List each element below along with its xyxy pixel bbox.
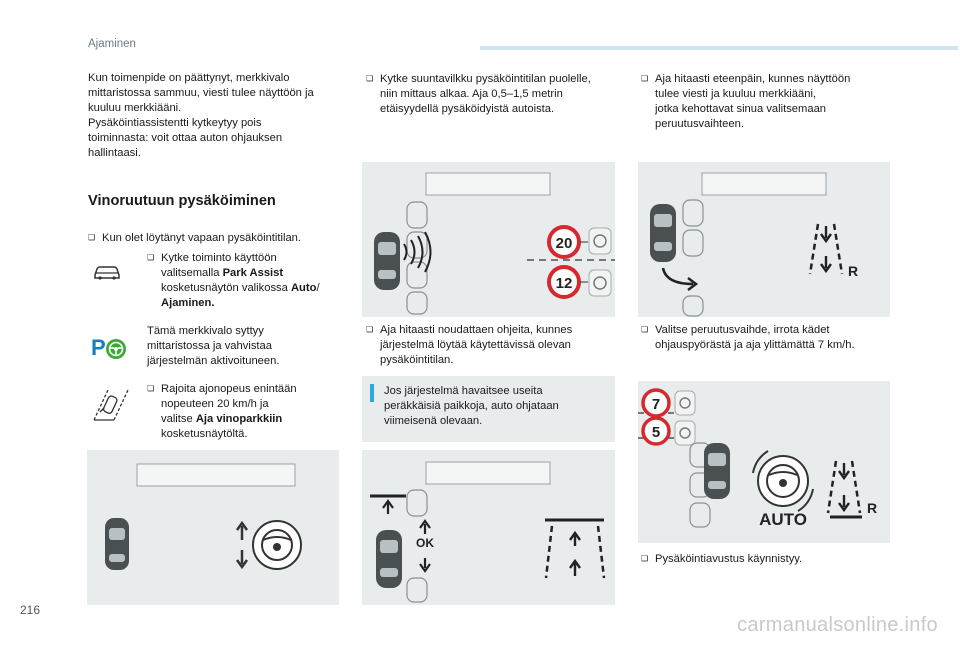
car-icon — [704, 443, 730, 499]
step-text: ohjauspyörästä ja aja ylittämättä 7 km/h. — [655, 339, 855, 351]
page-number: 216 — [20, 603, 41, 617]
step-drive-slowly — [366, 322, 616, 368]
step-assist-starts — [641, 551, 891, 567]
park-assist-label: Park Assist — [222, 267, 284, 279]
step-text: jotka kehottavat sinua valitsemaan — [655, 103, 827, 115]
step-select-reverse — [641, 322, 891, 353]
step-activate — [147, 250, 347, 311]
speed-low-value: 5 — [651, 424, 661, 441]
step-text: pysäköintitilan. — [380, 354, 454, 366]
illustration-measuring — [362, 162, 615, 317]
park-assist-lamp-icon — [91, 333, 129, 361]
bullet-icon: ❏ — [147, 384, 155, 393]
step-text: Pysäköintiavustus käynnistyy. — [655, 553, 803, 565]
reverse-label: R — [848, 263, 859, 279]
bullet-icon: ❏ — [366, 74, 374, 83]
step-text: Kytke suuntavilkku pysäköintitilan puolelle, — [380, 73, 591, 85]
bullet-icon: ❏ — [147, 253, 155, 262]
illustration-select-reverse — [638, 162, 890, 317]
bullet-icon: ❏ — [641, 325, 649, 334]
note-text: peräkkäisiä paikkoja, auto ohjataan — [384, 400, 559, 412]
bullet-icon: ❏ — [88, 233, 96, 242]
bullet-icon: ❏ — [366, 325, 374, 334]
intro-paragraph — [88, 71, 338, 161]
step-text: Aja hitaasti eteenpäin, kunnes näyttöön — [655, 73, 851, 85]
step-text: Kun olet löytänyt vapaan pysäköintitilan. — [102, 232, 302, 244]
illustration-auto-steering — [638, 381, 890, 543]
text-line: Tämä merkkivalo syttyy — [147, 325, 264, 337]
step-text: kosketusnäytöltä. — [161, 428, 248, 440]
car-icon — [374, 232, 400, 290]
text-line: hallintaasi. — [88, 147, 141, 159]
separator: / — [316, 282, 320, 294]
section-header: Ajaminen — [88, 38, 136, 50]
speed-high-value: 20 — [555, 235, 573, 252]
note-text: viimeisenä olevaan. — [384, 415, 483, 427]
text-line: mittaristossa sammuu, viesti tulee näyttöön ja — [88, 87, 314, 99]
section-title: Vinoruutuun pysäköiminen — [88, 193, 276, 209]
watermark: carmanualsonline.info — [737, 614, 938, 636]
step-text: niin mittaus alkaa. Aja 0,5–1,5 metrin — [380, 88, 563, 100]
text-line: Kun toimenpide on päättynyt, merkkivalo — [88, 72, 290, 84]
note-marker — [370, 384, 374, 402]
step-text: nopeuteen 20 km/h ja — [161, 398, 269, 410]
step-find-space — [88, 230, 338, 246]
step-forward-until-message — [641, 71, 891, 132]
text-line: mittaristossa ja vahvistaa — [147, 340, 272, 352]
step-text: Rajoita ajonopeus enintään — [161, 383, 297, 395]
car-icon — [105, 518, 129, 570]
reverse-label: R — [867, 500, 878, 516]
step-text: tulee viesti ja kuuluu merkkiääni, — [655, 88, 817, 100]
auto-menu-label: Auto — [290, 282, 317, 294]
illustration-steering-ready — [87, 450, 339, 605]
lamp-description — [147, 324, 337, 369]
speed-low-value: 12 — [555, 275, 573, 292]
step-text: etäisyydellä pysäköidyistä autoista. — [380, 103, 555, 115]
auto-label: AUTO — [759, 510, 807, 529]
car-menu-icon — [92, 262, 122, 282]
diagonal-parking-label: Aja vinoparkkiin — [195, 413, 283, 425]
speed-high-value: 7 — [651, 396, 661, 413]
note-text: Jos järjestelmä havaitsee useita — [384, 385, 543, 397]
step-text: kosketusnäytön valikossa — [161, 282, 288, 294]
step-text: Kytke toiminto käyttöön — [161, 252, 277, 264]
ok-label: OK — [416, 536, 434, 550]
text-line: toiminnasta: voit ottaa auton ohjauksen — [88, 132, 283, 144]
step-text: valitsemalla — [161, 267, 220, 279]
step-text: Aja hitaasti noudattaen ohjeita, kunnes — [380, 324, 573, 336]
text-line: järjestelmän aktivoituneen. — [147, 355, 280, 367]
bullet-icon: ❏ — [641, 554, 649, 563]
svg-text:P: P — [91, 335, 106, 360]
illustration-space-found — [362, 450, 615, 605]
text-line: kuuluu merkkiääni. — [88, 102, 182, 114]
step-text: järjestelmä löytää käytettävissä olevan — [380, 339, 571, 351]
step-text: valitse — [161, 413, 193, 425]
car-icon — [650, 204, 676, 262]
header-bar — [480, 46, 958, 50]
step-text: Valitse peruutusvaihde, irrota kädet — [655, 324, 830, 336]
driving-menu-label: Ajaminen. — [161, 297, 215, 309]
text-line: Pysäköintiassistentti kytkeytyy pois — [88, 117, 262, 129]
step-text: peruutusvaihteen. — [655, 118, 744, 130]
car-icon — [376, 530, 402, 588]
bullet-icon: ❏ — [641, 74, 649, 83]
info-note — [362, 376, 615, 442]
step-select-diagonal — [147, 381, 337, 442]
step-turn-signal — [366, 71, 616, 117]
diagonal-parking-icon — [90, 386, 132, 424]
